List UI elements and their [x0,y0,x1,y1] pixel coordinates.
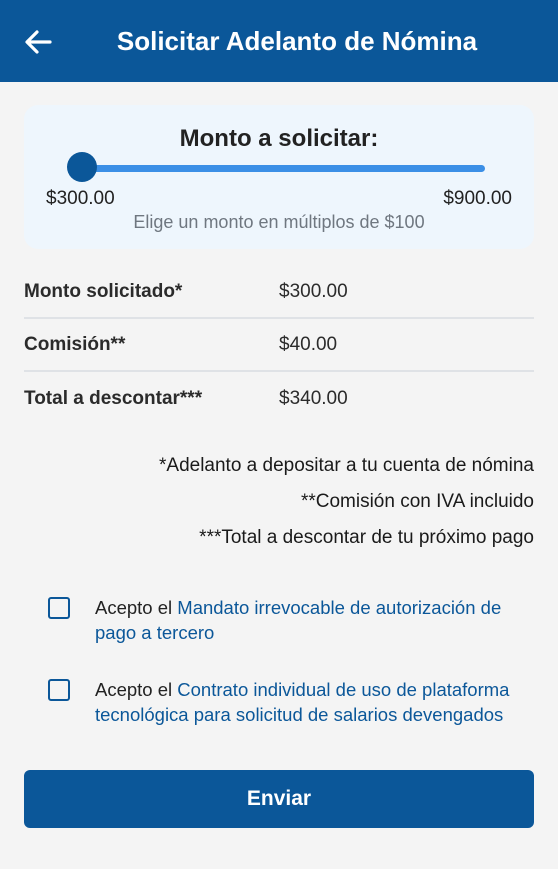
footnote: **Comisión con IVA incluido [300,491,534,512]
consent-text [95,596,528,645]
summary-row-commission [24,319,534,372]
slider-min-label: $300.00 [46,188,115,209]
slider-max-label: $900.00 [443,188,512,209]
summary-label: Monto solicitado* [24,280,183,302]
slider-hint: Elige un monto en múltiplos de $100 [133,212,425,232]
footnote: *Adelanto a depositar a tu cuenta de nómina [159,455,534,476]
consent-contract [48,678,528,727]
contract-checkbox[interactable] [48,679,70,701]
summary-label: Comisión** [24,333,126,355]
page-title: Solicitar Adelanto de Nómina [116,26,478,56]
footnote: ***Total a descontar de tu próximo pago [199,527,534,548]
consent-prefix: Acepto el [95,679,178,700]
consent-text [95,678,528,727]
summary-value: $300.00 [279,280,348,302]
amount-slider-track[interactable] [81,165,485,172]
submit-button[interactable]: Enviar [24,770,534,828]
footnotes [159,452,534,560]
mandate-link[interactable]: Mandato irrevocable de autorización de pago a tercero [95,597,502,643]
amount-slider-title: Monto a solicitar: [179,125,379,152]
summary-row-requested [24,266,534,319]
amount-slider-card [24,105,534,249]
amount-slider-thumb[interactable] [67,152,97,182]
summary-value: $40.00 [279,333,338,355]
summary-table [24,266,534,425]
contract-link[interactable]: Contrato individual de uso de plataforma tecnológica para solicitud de salarios devengados [95,679,510,725]
summary-value: $340.00 [279,387,348,409]
summary-row-total [24,372,534,425]
consent-mandate [48,596,528,645]
consent-prefix: Acepto el [95,597,178,618]
app-bar [0,0,558,82]
summary-label: Total a descontar*** [24,387,203,409]
mandate-checkbox[interactable] [48,597,70,619]
